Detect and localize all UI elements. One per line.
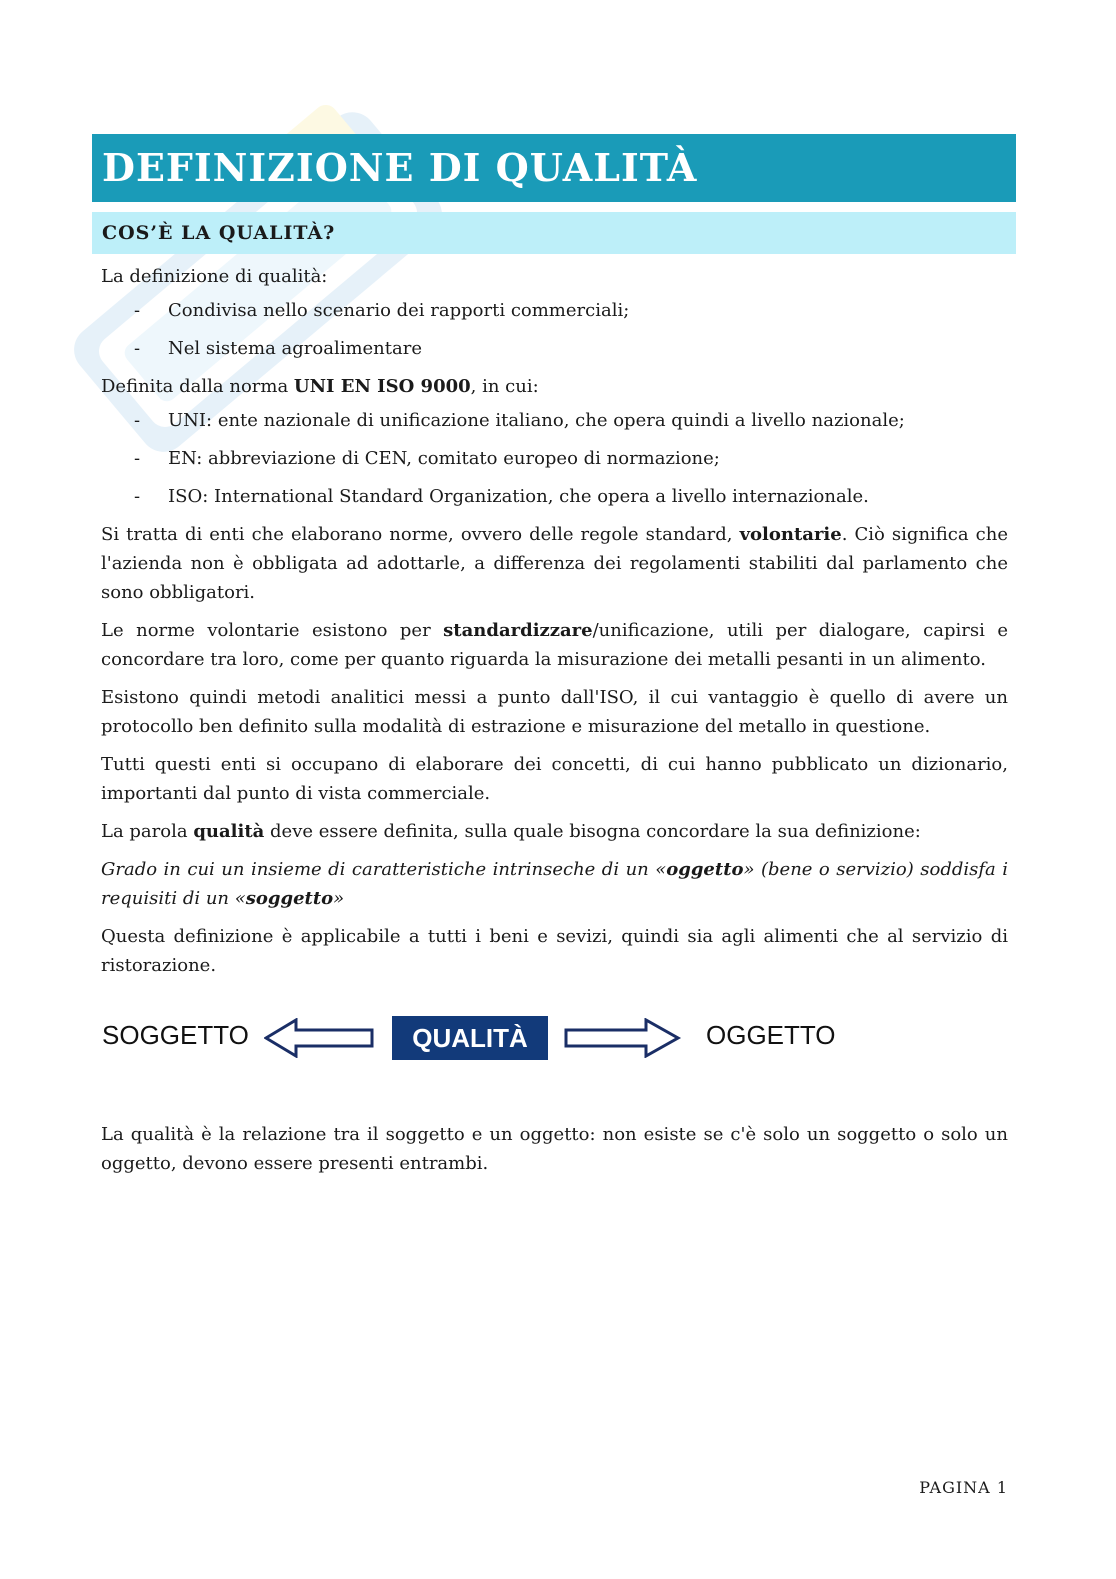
- closing-paragraph: La qualità è la relazione tra il soggetto e un oggetto: non esiste se c'è solo un soggetto o solo un oggetto, devono essere presenti entrambi.: [101, 1124, 1008, 1174]
- definition-quote: Grado in cui un insieme di caratteristiche intrinseche di un «oggetto» (bene o servizio) soddisfa i requisiti di un «soggetto»: [101, 859, 1008, 909]
- intro-paragraph: La definizione di qualità:: [101, 266, 328, 287]
- section-heading: COS’È LA QUALITÀ?: [92, 212, 1016, 254]
- object-label: OGGETTO: [706, 1020, 836, 1050]
- list-item: - UNI: ente nazionale di unificazione italiano, che opera quindi a livello nazionale;: [134, 410, 905, 431]
- list-item: - ISO: International Standard Organization, che opera a livello internazionale.: [134, 486, 869, 507]
- list-item: - EN: abbreviazione di CEN, comitato europeo di normazione;: [134, 448, 720, 469]
- quality-diagram: [92, 1010, 892, 1070]
- paragraph: Questa definizione è applicabile a tutti i beni e sevizi, quindi sia agli alimenti che al servizio di ristorazione.: [101, 926, 1008, 976]
- list-item: - Nel sistema agroalimentare: [134, 338, 422, 359]
- paragraph: La parola qualità deve essere definita, sulla quale bisogna concordare la sua definizione:: [101, 821, 921, 842]
- paragraph: Esistono quindi metodi analitici messi a punto dall'ISO, il cui vantaggio è quello di avere un protocollo ben definito sulla modalità di estrazione e misurazione del metallo in questione.: [101, 687, 1008, 737]
- page-number: PAGINA 1: [919, 1478, 1008, 1497]
- paragraph: Le norme volontarie esistono per standardizzare/unificazione, utili per dialogare, capirsi e concordare tra loro, come per quanto riguarda la misurazione dei metalli pesanti in un alimento.: [101, 620, 1008, 670]
- arrow-right-icon: [564, 1018, 682, 1058]
- paragraph: Tutti questi enti si occupano di elaborare dei concetti, di cui hanno pubblicato un dizionario, importanti dal punto di vista commerciale.: [101, 754, 1008, 804]
- paragraph: Si tratta di enti che elaborano norme, ovvero delle regole standard, volontarie. Ciò significa che l'azienda non è obbligata ad adottarle, a differenza dei regolamenti stabiliti dal parlamento che sono obbligatori.: [101, 524, 1008, 603]
- subject-label: SOGGETTO: [102, 1020, 249, 1050]
- norm-paragraph: Definita dalla norma UNI EN ISO 9000, in cui:: [101, 376, 539, 397]
- page-title: DEFINIZIONE DI QUALITÀ: [92, 134, 1016, 202]
- list-item: - Condivisa nello scenario dei rapporti commerciali;: [134, 300, 630, 321]
- document-body: [101, 262, 1008, 989]
- arrow-left-icon: [264, 1018, 376, 1058]
- quality-box: QUALITÀ: [392, 1016, 548, 1060]
